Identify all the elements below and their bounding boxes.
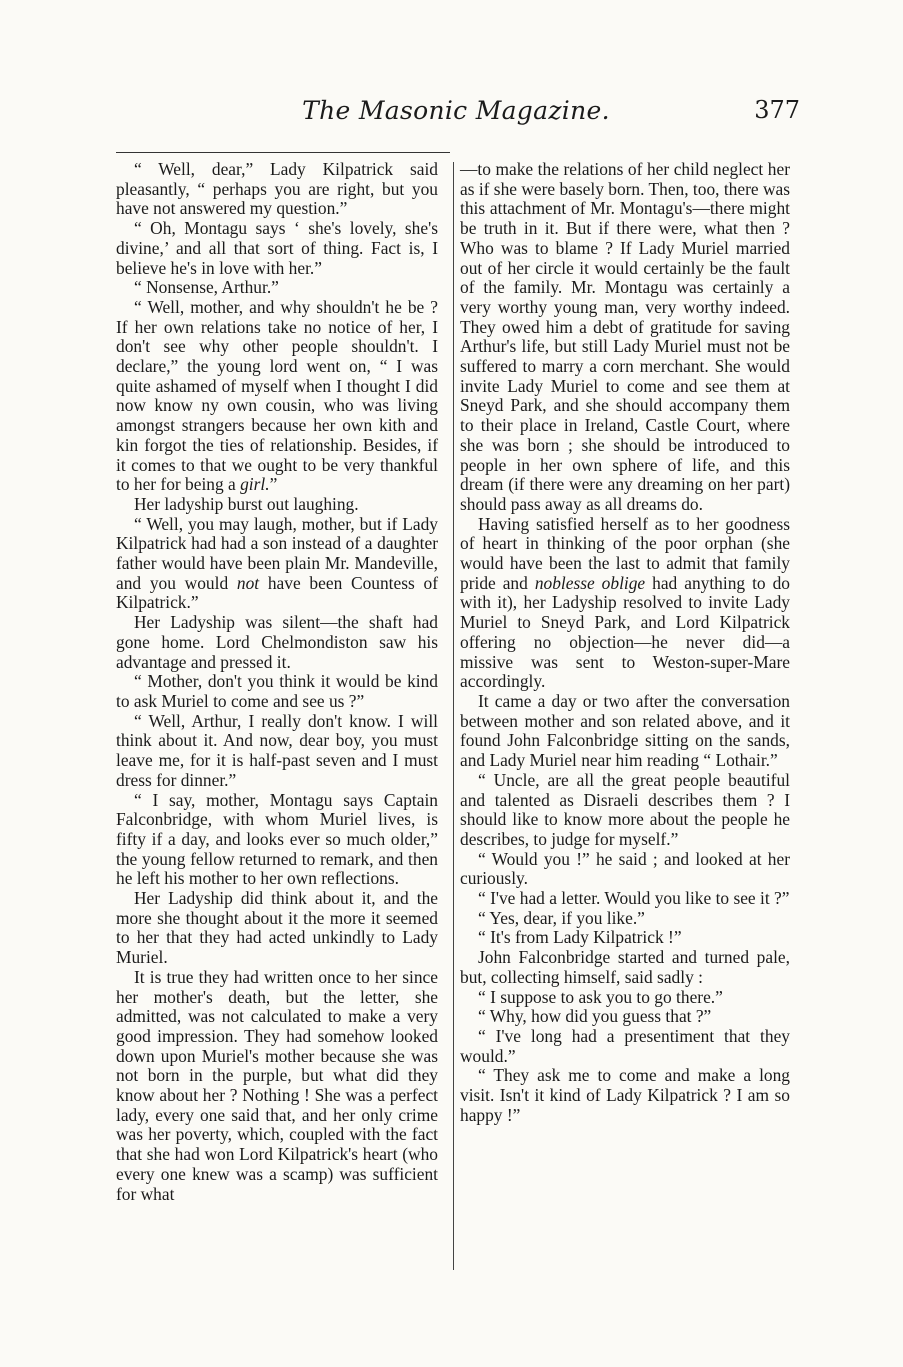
paragraph: Her Ladyship did think about it, and the more she thought about it the more it seemed to her that they had acted unkindly to Lady Muriel.	[116, 888, 438, 968]
paragraph: “ Well, Arthur, I really don't know. I will think about it. And now, dear boy, you must leave me, for it is half-past seven and I must dress for dinner.”	[116, 710, 438, 790]
page-header	[112, 96, 800, 136]
paragraph: “ Mother, don't you think it would be kind to ask Muriel to come and see us ?”	[116, 671, 438, 711]
text-run: ”	[269, 474, 278, 495]
paragraph	[116, 515, 438, 614]
left-column	[116, 160, 438, 1204]
paragraph: Her Ladyship was silent—the shaft had gone home. Lord Chelmondiston saw his advantage and pressed it.	[116, 612, 438, 672]
emphasis: noblesse oblige	[534, 572, 646, 593]
text-run: “ Well, you may laugh, mother, but if Lady Kilpatrick had had a son instead of a daughter father would have been plain Mr. Mandeville, and you would	[116, 513, 438, 593]
text-run: had anything to do with it), her Ladyship resolved to invite Lady Muriel to Sneyd Park, and Lord Kilpatrick offering no objection—he never did—a missive was sent to Weston-super-Mare accordingly.	[460, 572, 790, 692]
paragraph: “ Would you !” he said ; and looked at her curiously.	[460, 848, 790, 889]
page-number: 377	[754, 96, 800, 124]
paragraph: “ It's from Lady Kilpatrick !”	[478, 927, 682, 948]
paragraph: John Falconbridge started and turned pale, but, collecting himself, said sadly :	[460, 947, 790, 987]
paragraph	[460, 515, 790, 692]
paragraph: Her ladyship burst out laughing.	[134, 493, 359, 514]
emphasis: girl.	[240, 474, 270, 495]
paragraph: “ Oh, Montagu says ‘ she's lovely, she's divine,’ and all that sort of thing. Fact is, I believe he's in love with her.”	[116, 218, 438, 278]
paragraph: “ I've long had a presentiment that they would.”	[460, 1025, 790, 1066]
paragraph: “ Well, dear,” Lady Kilpatrick said pleasantly, “ perhaps you are right, but you have not answered my question.”	[116, 159, 438, 219]
paragraph: —to make the relations of her child neglect her as if she were basely born. Then, too, there was this attachment of Mr. Montagu's—there might be truth in it. But if there were, what then ? Who was to blame ? If Lady Muriel married out of her circle it would certainly be the fault of the family. Mr. Montagu was certainly a very worthy young man, very worthy indeed. They owed him a debt of gratitude for saving Arthur's life, but still Lady Muriel must not be suffered to marry a corn merchant. She would invite Lady Muriel to come and see them at Sneyd Park, and she should accompany them to their place in Ireland, Castle Court, where she was born ; she should be introduced to people in her own sphere of life, and this dream (if there were any dreaming on her part) should pass away as all dreams do.	[460, 159, 790, 514]
text-run: “ Well, mother, and why shouldn't he be ? If her own relations take no notice of her, I don't see why other people shouldn't. I declare,” the young lord went on, “ I was quite ashamed of myself when I thought I did now know ny own cousin, who was living amongst strangers because her own kith and kin forgot the ties of relationship. Besides, if it comes to that we ought to be very thankful to her for being a	[116, 296, 438, 495]
paragraph: “ I suppose to ask you to go there.”	[478, 986, 723, 1007]
paragraph: “ They ask me to come and make a long visit. Isn't it kind of Lady Kilpatrick ? I am so happy !”	[460, 1065, 790, 1125]
paragraph	[116, 298, 438, 495]
paragraph: It is true they had written once to her since her mother's death, but the letter, she admitted, was not calculated to make a very good impression. They had somehow looked down upon Muriel's mother because she was not born in the purple, but what did they know about her ? Nothing ! She was a perfect lady, every one said that, and her only crime was her poverty, which, coupled with the fact that she had won Lord Kilpatrick's heart (who every one knew was a scamp) was sufficient for what	[116, 966, 438, 1204]
paragraph: “ Nonsense, Arthur.”	[134, 277, 279, 298]
magazine-title: The Masonic Magazine.	[302, 96, 610, 125]
paragraph: “ I say, mother, Montagu says Captain Falconbridge, with whom Muriel lives, is fifty if a day, and looks ever so much older,” the young fellow returned to remark, and then he left his mother to her own reflections.	[116, 789, 438, 889]
paragraph: “ Yes, dear, if you like.”	[478, 907, 645, 928]
paragraph: It came a day or two after the conversation between mother and son related above, and it found John Falconbridge sitting on the sands, and Lady Muriel near him reading “ Lothair.”	[460, 690, 790, 771]
emphasis: not	[236, 572, 260, 593]
text-run: have been Countess of Kilpatrick.”	[116, 572, 438, 613]
column-divider	[453, 162, 454, 1270]
paragraph: “ Uncle, are all the great people beautiful and talented as Disraeli describes them ? I should like to know more about the people he describes, to judge for myself.”	[460, 769, 790, 849]
header-rule	[116, 152, 450, 153]
right-column	[460, 160, 790, 1125]
paragraph: “ I've had a letter. Would you like to see it ?”	[478, 888, 790, 909]
text-run: Having satisfied herself as to her goodness of heart in thinking of the poor orphan (she would have been the last to admit that family pride and	[460, 513, 790, 593]
paragraph: “ Why, how did you guess that ?”	[478, 1006, 712, 1027]
